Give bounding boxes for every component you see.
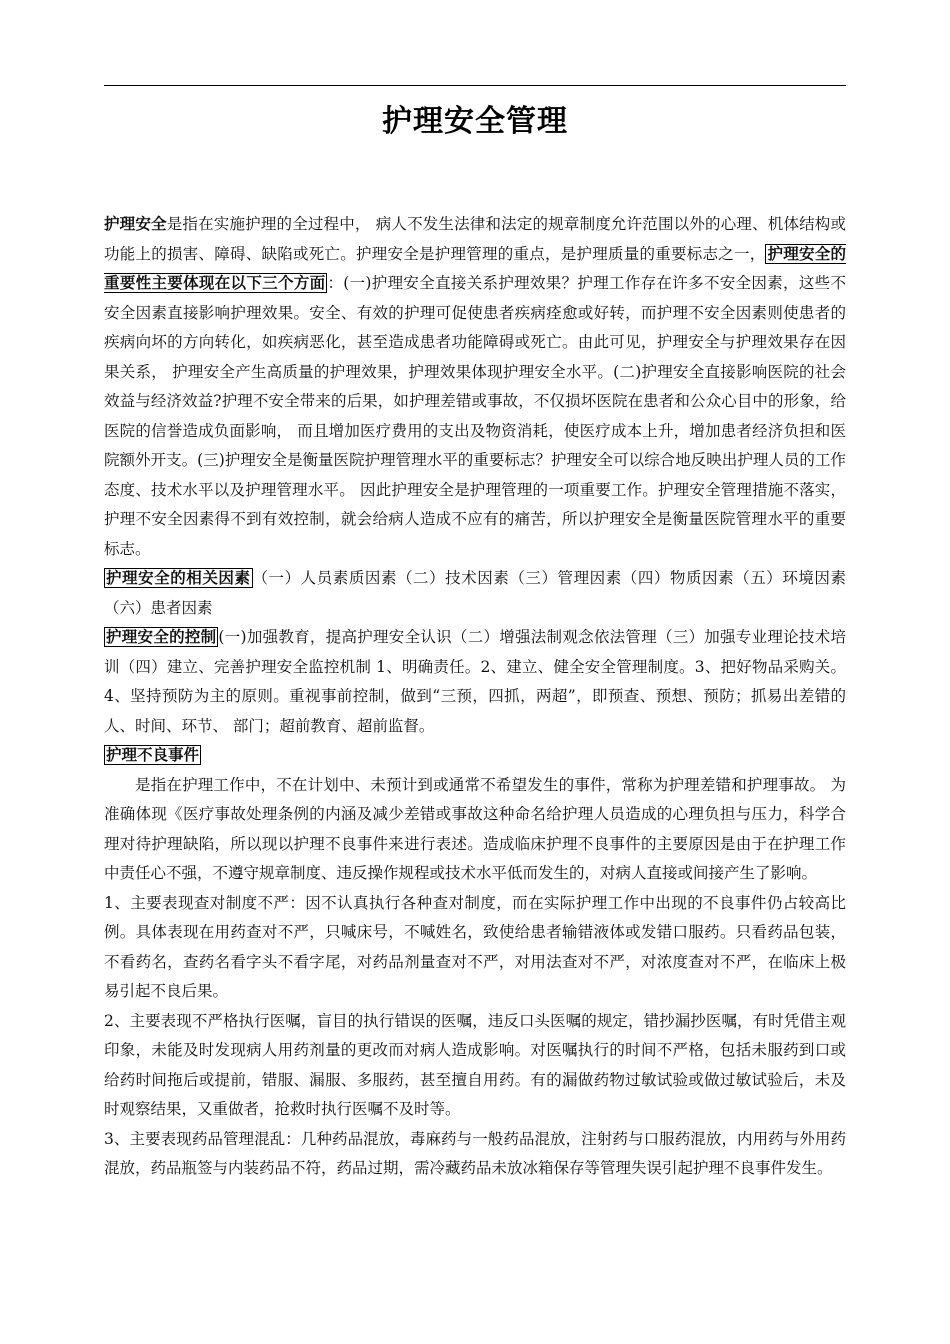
paragraph-nursing-safety [104, 210, 846, 564]
paragraph-related-factors [104, 564, 846, 623]
paragraph-text: ：(一)护理安全直接关系护理效果？护理工作存在许多不安全因素，这些不安全因素直接影响护理效果。安全、有效的护理可促使患者疾病痊愈或好转，而护理不安全因素则使患者的疾病向坏的方向转化，如疾病恶化，甚至造成患者功能障碍或死亡。由此可见，护理安全与护理效果存在因果关系， 护理安全产生高质量的护理效果，护理效果体现护理安全水平。(二)护理安全直接影响医院的社会效益与经济效益?护理不安全带来的后果，如护理差错或事故，不仅损坏医院在患者和公众心目中的形象，给医院的信誉造成负面影响， 而且增加医疗费用的支出及物资消耗，使医疗成本上升，增加患者经济负担和医院额外开支。(三)护理安全是衡量医院护理管理水平的重要标志？护理安全可以综合地反映出护理人员的工作态度、技术水平以及护理管理水平。 因此护理安全是护理管理的一项重要工作。护理安全管理措施不落实，护理不安全因素得不到有效控制，就会给病人造成不应有的痛苦，所以护理安全是衡量医院管理水平的重要标志。 [104, 274, 846, 558]
paragraph-safety-control [104, 623, 846, 741]
paragraph-text: （一）人员素质因素（二）技术因素（三）管理因素（四）物质因素（五）环境因素（六）患者因素 [104, 569, 846, 617]
heading-adverse-events-line [104, 741, 846, 771]
document-body [104, 210, 846, 1184]
boxed-heading-importance: 护理安全的重要性主要体现在以下三个方面 [104, 244, 846, 292]
page-title: 护理安全管理 [382, 104, 568, 139]
term-nursing-safety: 护理安全 [104, 215, 167, 233]
paragraph-item-3: 3、主要表现药品管理混乱：几种药品混放，毒麻药与一般药品混放，注射药与口服药混放，内用药与外用药混放，药品瓶签与内装药品不符，药品过期，需冷藏药品未放冰箱保存等管理失误引起护理不良事件发生。 [104, 1129, 846, 1177]
paragraph-adverse-events-definition: 是指在护理工作中，不在计划中、未预计到或通常不希望发生的事件，常称为护理差错和护理事故。 为准确体现《医疗事故处理条例的内涵及减少差错或事故这种命名给护理人员造成的心理负担与压力，科学合理对待护理缺陷，所以现以护理不良事件来进行表述。造成临床护理不良事件的主要原因是由于在护理工作中责任心不强，不遵守规章制度、违反操作规程或技术水平低而发生的，对病人直接或间接产生了影响。 [104, 775, 846, 882]
boxed-heading-adverse-events: 护理不良事件 [106, 746, 200, 764]
paragraph-text: (一)加强教育，提高护理安全认识（二）增强法制观念依法管理（三）加强专业理论技术培训（四）建立、完善护理安全监控机制 1、明确责任。2、建立、健全安全管理制度。3、把好物品采购关。4、坚持预防为主的原则。重视事前控制，做到“三预，四抓，两超”，即预查、预想、预防；抓易出差错的人、时间、环节、 部门；超前教育、超前监督。 [104, 628, 846, 735]
boxed-heading-related-factors: 护理安全的相关因素 [106, 569, 251, 587]
header-rule [104, 85, 846, 86]
paragraph-item-1: 1、主要表现查对制度不严：因不认真执行各种查对制度，而在实际护理工作中出现的不良事件仍占较高比例。具体表现在用药查对不严，只喊床号，不喊姓名，致使给患者输错液体或发错口服药。只看药品包装，不看药名，查药名看字头不看字尾，对药品剂量查对不严，对用法查对不严，对浓度查对不严，在临床上极易引起不良后果。 [104, 893, 846, 1000]
paragraph-item-2: 2、主要表现不严格执行医嘱，盲目的执行错误的医嘱，违反口头医嘱的规定，错抄漏抄医嘱，有时凭借主观印象，未能及时发现病人用药剂量的更改而对病人造成影响。对医嘱执行的时间不严格，包括未服药到口或给药时间拖后或提前，错服、漏服、多服药，甚至擅自用药。有的漏做药物过敏试验或做过敏试验后，未及时观察结果，又重做者，抢救时执行医嘱不及时等。 [104, 1011, 846, 1118]
paragraph-text: 是指在实施护理的全过程中， 病人不发生法律和法定的规章制度允许范围以外的心理、机体结构或功能上的损害、障碍、缺陷或死亡。护理安全是护理管理的重点，是护理质量的重要标志之一， [104, 215, 846, 263]
boxed-heading-safety-control: 护理安全的控制 [106, 628, 217, 646]
